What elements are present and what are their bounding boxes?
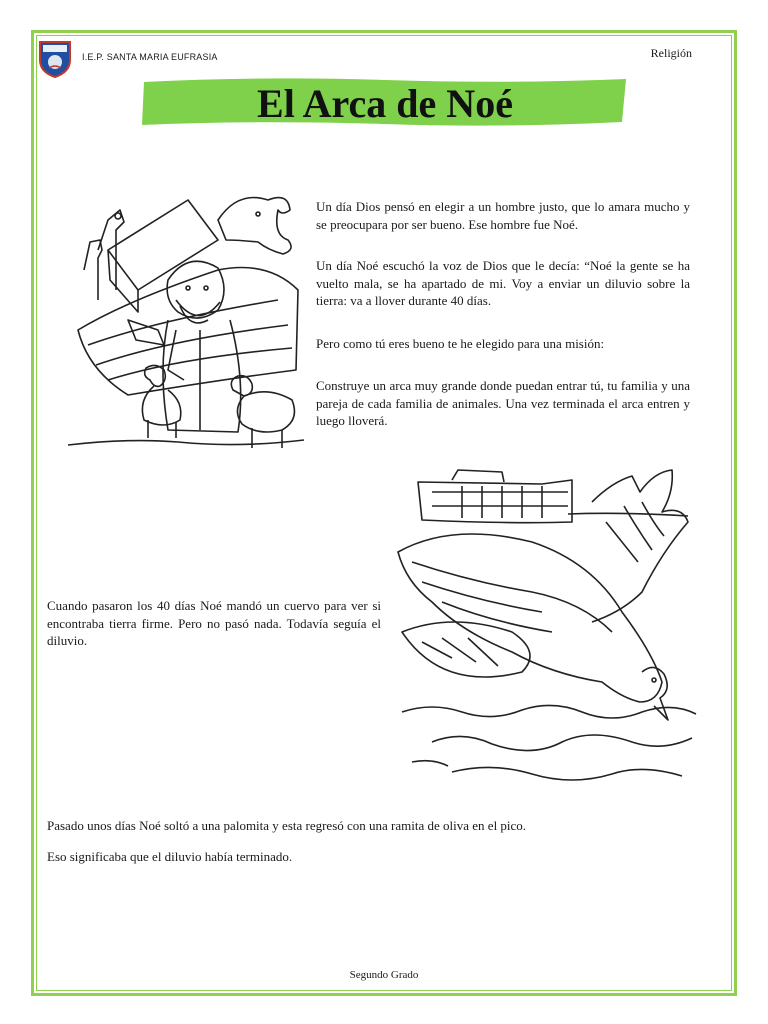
- school-logo: [38, 40, 72, 78]
- school-name: I.E.P. SANTA MARIA EUFRASIA: [82, 52, 218, 62]
- paragraph-3: Pero como tú eres bueno te he elegido para una misión:: [316, 336, 605, 351]
- subject-label: Religión: [650, 46, 692, 60]
- page-title: El Arca de Noé: [257, 81, 513, 126]
- noah-ark-illustration: [68, 180, 304, 458]
- title-banner: [140, 76, 630, 128]
- footer-grade: Segundo Grado: [349, 969, 419, 981]
- paragraph-7: Eso significaba que el diluvio había terminado.: [47, 849, 293, 864]
- paragraph-1: Un día Dios pensó en elegir a un hombre justo, que lo amara mucho y se preocupara por ser bueno. Ese hombre fue Noé.: [316, 199, 690, 232]
- paragraph-5: Cuando pasaron los 40 días Noé mandó un cuervo para ver si encontraba tierra firme. Pero no pasó nada. Todavía seguía el diluvio.: [47, 598, 381, 648]
- dove-ark-illustration: [392, 462, 700, 802]
- paragraph-6: Pasado unos días Noé soltó a una palomita y esta regresó con una ramita de oliva en el pico.: [47, 818, 527, 833]
- paragraph-4: Construye un arca muy grande donde puedan entrar tú, tu familia y una pareja de cada familia de animales. Una vez terminada el arca entren y luego lloverá.: [316, 378, 690, 428]
- paragraph-2: Un día Noé escuchó la voz de Dios que le decía: “Noé la gente se ha vuelto mala, se ha apartado de mi. Voy a enviar un diluvio sobre la tierra: va a llover durante 40 días.: [316, 258, 690, 308]
